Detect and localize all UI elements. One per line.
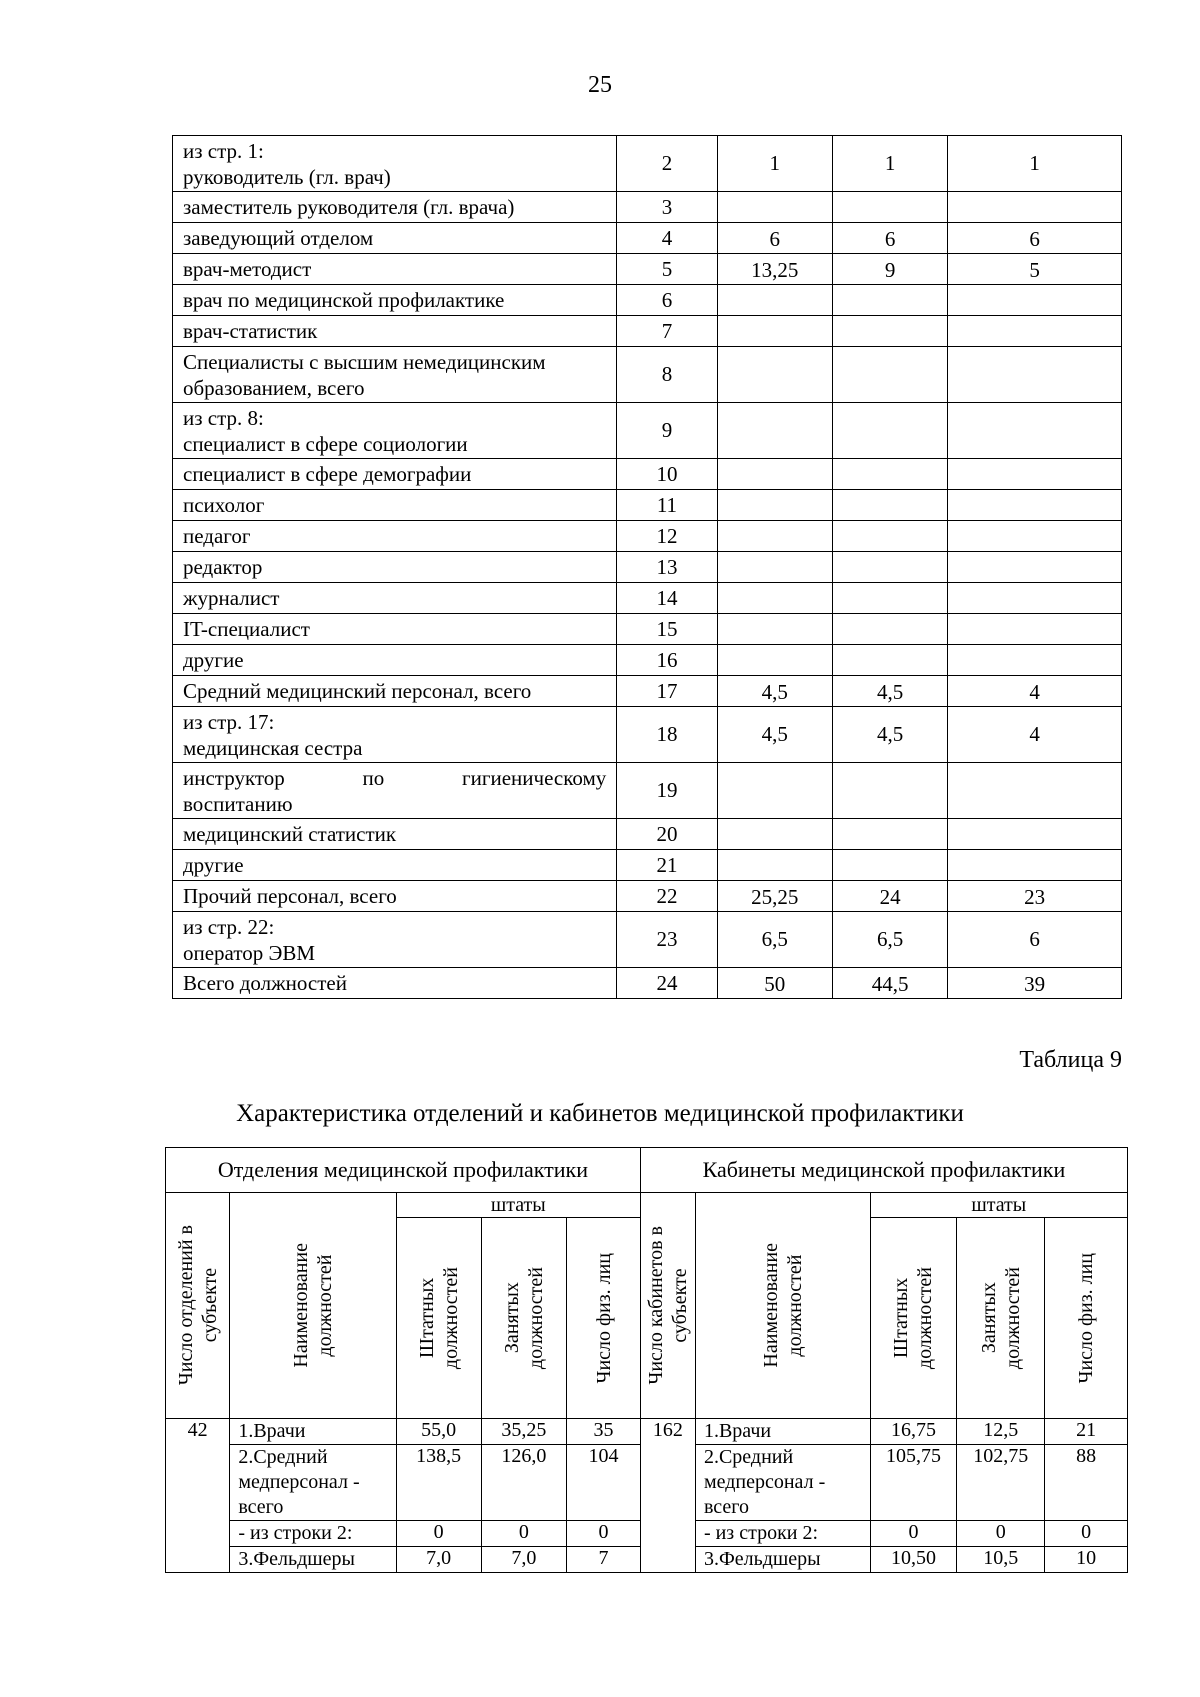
table-row xyxy=(173,192,1122,223)
value-cell-v1 xyxy=(717,583,832,614)
header-cab-count: Число кабинетов в субъекте xyxy=(640,1193,695,1419)
departments-cabinets-table xyxy=(165,1147,1128,1573)
row-code: 19 xyxy=(617,763,717,819)
value-cell-v2: 6,5 xyxy=(832,912,947,968)
position-name: 2.Средний медперсонал - всего xyxy=(695,1445,870,1521)
table-label: Таблица 9 xyxy=(1019,1047,1122,1073)
table-title: Характеристика отделений и кабинетов медицинской профилактики xyxy=(236,1100,964,1127)
header-staff-left: Штатных должностей xyxy=(396,1218,481,1419)
cab-count: 162 xyxy=(640,1419,695,1573)
value-cell-v1 xyxy=(717,552,832,583)
value-cell-v1 xyxy=(717,316,832,347)
row-code: 13 xyxy=(617,552,717,583)
value-cell-v1 xyxy=(717,763,832,819)
table-row xyxy=(173,490,1122,521)
table-row xyxy=(173,521,1122,552)
group-header-departments: Отделения медицинской профилактики xyxy=(166,1148,641,1193)
value-cell-v3 xyxy=(948,403,1122,459)
value-cell-v1 xyxy=(717,403,832,459)
position-name: врач по медицинской профилактике xyxy=(173,285,617,316)
position-name: Всего должностей xyxy=(173,968,617,999)
value-cell-v3 xyxy=(948,521,1122,552)
value-cell-v2: 4,5 xyxy=(832,676,947,707)
header-staff-right: Штатных должностей xyxy=(870,1218,957,1419)
position-name: педагог xyxy=(173,521,617,552)
value-cell-v3 xyxy=(948,763,1122,819)
row-code: 5 xyxy=(617,254,717,285)
dept-value: 0 xyxy=(567,1521,641,1547)
value-cell-v1: 50 xyxy=(717,968,832,999)
position-name: другие xyxy=(173,850,617,881)
cab-value: 12,5 xyxy=(957,1419,1045,1445)
table-row xyxy=(173,459,1122,490)
table-row xyxy=(173,676,1122,707)
value-cell-v3 xyxy=(948,819,1122,850)
table-row xyxy=(173,254,1122,285)
header-occupied-left: Занятых должностей xyxy=(481,1218,567,1419)
table-row xyxy=(173,881,1122,912)
page-number: 25 xyxy=(588,72,612,98)
cab-value: 88 xyxy=(1045,1445,1128,1521)
value-cell-v2: 6 xyxy=(832,223,947,254)
table-row xyxy=(173,347,1122,403)
row-code: 11 xyxy=(617,490,717,521)
table-row xyxy=(173,707,1122,763)
value-cell-v2 xyxy=(832,583,947,614)
value-cell-v2 xyxy=(832,645,947,676)
row-code: 10 xyxy=(617,459,717,490)
value-cell-v2: 44,5 xyxy=(832,968,947,999)
table-row xyxy=(173,645,1122,676)
table-row xyxy=(173,285,1122,316)
table-row xyxy=(166,1419,1128,1445)
value-cell-v3: 6 xyxy=(948,912,1122,968)
row-code: 15 xyxy=(617,614,717,645)
row-code: 17 xyxy=(617,676,717,707)
row-code: 9 xyxy=(617,403,717,459)
position-name: заведующий отделом xyxy=(173,223,617,254)
table-row xyxy=(173,763,1122,819)
value-cell-v2 xyxy=(832,819,947,850)
value-cell-v2: 9 xyxy=(832,254,947,285)
table-row xyxy=(173,819,1122,850)
header-shtaty-left: штаты xyxy=(396,1193,640,1218)
table-row xyxy=(173,583,1122,614)
value-cell-v2 xyxy=(832,459,947,490)
table-row xyxy=(173,136,1122,192)
position-name: из стр. 22: оператор ЭВМ xyxy=(173,912,617,968)
value-cell-v1 xyxy=(717,459,832,490)
value-cell-v1 xyxy=(717,645,832,676)
value-cell-v2: 24 xyxy=(832,881,947,912)
position-name: 2.Средний медперсонал - всего xyxy=(230,1445,396,1521)
position-name: журналист xyxy=(173,583,617,614)
value-cell-v3 xyxy=(948,490,1122,521)
value-cell-v3 xyxy=(948,583,1122,614)
value-cell-v1 xyxy=(717,819,832,850)
staff-positions-table xyxy=(172,135,1122,999)
dept-value: 35 xyxy=(567,1419,641,1445)
row-code: 3 xyxy=(617,192,717,223)
value-cell-v3 xyxy=(948,192,1122,223)
cab-value: 21 xyxy=(1045,1419,1128,1445)
position-name: инструктор по гигиеническому воспитанию xyxy=(173,763,617,819)
row-code: 23 xyxy=(617,912,717,968)
value-cell-v3: 4 xyxy=(948,707,1122,763)
row-code: 6 xyxy=(617,285,717,316)
table-row xyxy=(173,850,1122,881)
value-cell-v1: 25,25 xyxy=(717,881,832,912)
header-shtaty-right: штаты xyxy=(870,1193,1127,1218)
value-cell-v3 xyxy=(948,285,1122,316)
position-name: 1.Врачи xyxy=(695,1419,870,1445)
value-cell-v2: 1 xyxy=(832,136,947,192)
dept-value: 35,25 xyxy=(481,1419,567,1445)
table-row xyxy=(173,614,1122,645)
position-name: IT-специалист xyxy=(173,614,617,645)
value-cell-v3 xyxy=(948,645,1122,676)
position-name: специалист в сфере демографии xyxy=(173,459,617,490)
row-code: 21 xyxy=(617,850,717,881)
value-cell-v1: 4,5 xyxy=(717,707,832,763)
cab-value: 0 xyxy=(870,1521,957,1547)
row-code: 7 xyxy=(617,316,717,347)
value-cell-v3 xyxy=(948,552,1122,583)
position-name: Средний медицинский персонал, всего xyxy=(173,676,617,707)
value-cell-v2 xyxy=(832,521,947,552)
dept-value: 104 xyxy=(567,1445,641,1521)
value-cell-v3: 1 xyxy=(948,136,1122,192)
position-name: другие xyxy=(173,645,617,676)
dept-count: 42 xyxy=(166,1419,230,1573)
value-cell-v2 xyxy=(832,763,947,819)
value-cell-v3 xyxy=(948,316,1122,347)
value-cell-v1 xyxy=(717,850,832,881)
value-cell-v1: 13,25 xyxy=(717,254,832,285)
position-name: из стр. 8: специалист в сфере социологии xyxy=(173,403,617,459)
value-cell-v1 xyxy=(717,347,832,403)
dept-value: 7 xyxy=(567,1547,641,1573)
row-code: 8 xyxy=(617,347,717,403)
table-row xyxy=(173,552,1122,583)
value-cell-v2 xyxy=(832,403,947,459)
position-name: редактор xyxy=(173,552,617,583)
position-name: 1.Врачи xyxy=(230,1419,396,1445)
table-row xyxy=(173,316,1122,347)
table-row xyxy=(173,403,1122,459)
value-cell-v2 xyxy=(832,850,947,881)
dept-value: 7,0 xyxy=(396,1547,481,1573)
dept-value: 126,0 xyxy=(481,1445,567,1521)
cab-value: 105,75 xyxy=(870,1445,957,1521)
value-cell-v3 xyxy=(948,614,1122,645)
row-code: 4 xyxy=(617,223,717,254)
value-cell-v2 xyxy=(832,490,947,521)
cab-value: 0 xyxy=(1045,1521,1128,1547)
value-cell-v1: 6,5 xyxy=(717,912,832,968)
dept-value: 0 xyxy=(396,1521,481,1547)
position-name: из стр. 17: медицинская сестра xyxy=(173,707,617,763)
value-cell-v3: 6 xyxy=(948,223,1122,254)
position-name: врач-статистик xyxy=(173,316,617,347)
value-cell-v2 xyxy=(832,316,947,347)
value-cell-v3: 39 xyxy=(948,968,1122,999)
header-position-name-left: Наименование должностей xyxy=(230,1193,396,1419)
row-code: 18 xyxy=(617,707,717,763)
value-cell-v2: 4,5 xyxy=(832,707,947,763)
position-name: Прочий персонал, всего xyxy=(173,881,617,912)
dept-value: 138,5 xyxy=(396,1445,481,1521)
header-occupied-right: Занятых должностей xyxy=(957,1218,1045,1419)
value-cell-v2 xyxy=(832,285,947,316)
position-name: психолог xyxy=(173,490,617,521)
cab-value: 16,75 xyxy=(870,1419,957,1445)
header-dept-count: Число отделений в субъекте xyxy=(166,1193,230,1419)
value-cell-v1: 4,5 xyxy=(717,676,832,707)
value-cell-v3: 4 xyxy=(948,676,1122,707)
value-cell-v3 xyxy=(948,347,1122,403)
group-header-cabinets: Кабинеты медицинской профилактики xyxy=(640,1148,1127,1193)
value-cell-v3: 23 xyxy=(948,881,1122,912)
cab-value: 10,5 xyxy=(957,1547,1045,1573)
value-cell-v3: 5 xyxy=(948,254,1122,285)
header-position-name-right: Наименование должностей xyxy=(695,1193,870,1419)
dept-value: 7,0 xyxy=(481,1547,567,1573)
dept-value: 55,0 xyxy=(396,1419,481,1445)
header-persons-left: Число физ. лиц xyxy=(567,1218,641,1419)
table-row xyxy=(173,968,1122,999)
value-cell-v2 xyxy=(832,347,947,403)
row-code: 14 xyxy=(617,583,717,614)
value-cell-v1 xyxy=(717,490,832,521)
row-code: 12 xyxy=(617,521,717,552)
row-code: 2 xyxy=(617,136,717,192)
position-name: заместитель руководителя (гл. врача) xyxy=(173,192,617,223)
position-name: 3.Фельдшеры xyxy=(695,1547,870,1573)
row-code: 20 xyxy=(617,819,717,850)
row-code: 24 xyxy=(617,968,717,999)
value-cell-v1 xyxy=(717,614,832,645)
cab-value: 0 xyxy=(957,1521,1045,1547)
position-name: - из строки 2: xyxy=(695,1521,870,1547)
value-cell-v3 xyxy=(948,459,1122,490)
position-name: - из строки 2: xyxy=(230,1521,396,1547)
row-code: 22 xyxy=(617,881,717,912)
value-cell-v1 xyxy=(717,192,832,223)
value-cell-v1 xyxy=(717,285,832,316)
position-name: врач-методист xyxy=(173,254,617,285)
position-name: Специалисты с высшим немедицинским образованием, всего xyxy=(173,347,617,403)
value-cell-v3 xyxy=(948,850,1122,881)
cab-value: 10,50 xyxy=(870,1547,957,1573)
cab-value: 102,75 xyxy=(957,1445,1045,1521)
value-cell-v2 xyxy=(832,192,947,223)
value-cell-v2 xyxy=(832,552,947,583)
value-cell-v1 xyxy=(717,521,832,552)
position-name: медицинский статистик xyxy=(173,819,617,850)
table-row xyxy=(173,912,1122,968)
value-cell-v1: 6 xyxy=(717,223,832,254)
dept-value: 0 xyxy=(481,1521,567,1547)
table-row xyxy=(173,223,1122,254)
position-name: 3.Фельдшеры xyxy=(230,1547,396,1573)
value-cell-v2 xyxy=(832,614,947,645)
position-name: из стр. 1: руководитель (гл. врач) xyxy=(173,136,617,192)
header-persons-right: Число физ. лиц xyxy=(1045,1218,1128,1419)
row-code: 16 xyxy=(617,645,717,676)
cab-value: 10 xyxy=(1045,1547,1128,1573)
value-cell-v1: 1 xyxy=(717,136,832,192)
